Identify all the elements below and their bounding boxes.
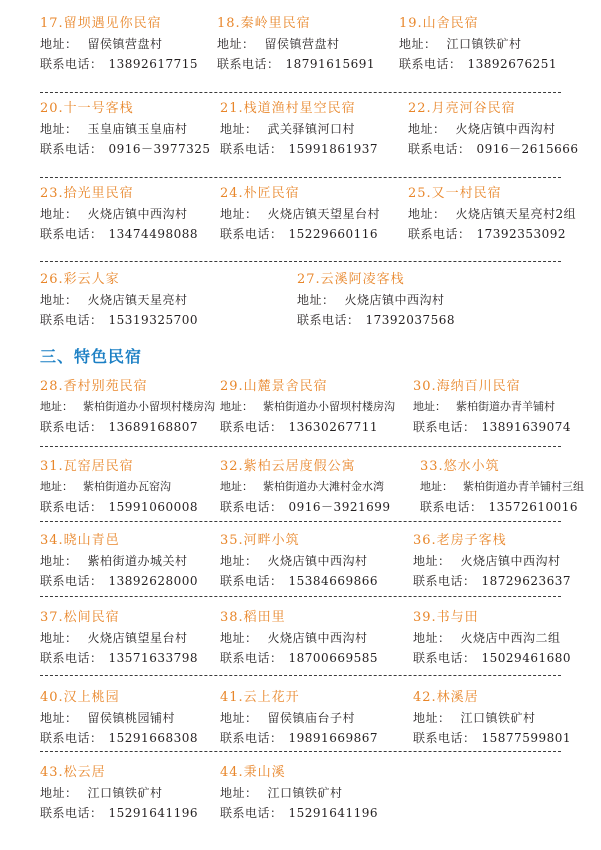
entry-name: 39.书与田 (413, 610, 479, 625)
entry-phone (413, 571, 571, 591)
entry-phone (408, 139, 579, 159)
listing-entry (40, 270, 198, 330)
address-value: 火烧店中西沟二组 (460, 631, 561, 645)
phone-value: 17392037568 (365, 313, 455, 327)
phone-value: 13892617715 (108, 57, 198, 71)
entry-address (40, 628, 198, 648)
phone-value: 13892676251 (467, 57, 557, 71)
entry-phone (220, 139, 378, 159)
phone-label: 联系电话： (220, 227, 283, 241)
entry-name: 42.林溪居 (413, 690, 479, 705)
entry-address (40, 551, 198, 571)
address-label: 地址： (40, 554, 78, 568)
listing-entry (220, 608, 378, 668)
entry-address (40, 397, 215, 417)
address-label: 地址： (220, 554, 258, 568)
phone-label: 联系电话： (40, 57, 103, 71)
phone-label: 联系电话： (413, 731, 476, 745)
entry-phone (408, 224, 576, 244)
entry-phone (40, 803, 198, 823)
entry-address (40, 708, 198, 728)
entry-address (217, 34, 375, 54)
listing-entry (408, 184, 576, 244)
entry-name: 24.朴匠民宿 (220, 186, 300, 201)
address-label: 地址： (220, 122, 258, 136)
entry-phone (297, 310, 455, 330)
phone-value: 13474498088 (108, 227, 198, 241)
phone-label: 联系电话： (220, 731, 283, 745)
address-value: 火烧店镇中西沟村 (267, 631, 368, 645)
phone-label: 联系电话： (413, 574, 476, 588)
listing-entry (413, 608, 571, 668)
section-title: 三、特色民宿 (40, 347, 143, 366)
phone-label: 联系电话： (40, 227, 103, 241)
row-divider (40, 596, 561, 597)
address-value: 紫柏街道办城关村 (87, 554, 188, 568)
listing-entry (40, 608, 198, 668)
entry-address (399, 34, 557, 54)
entry-address (220, 551, 378, 571)
phone-value: 19891669867 (288, 731, 378, 745)
entry-phone (220, 571, 378, 591)
address-value: 紫柏街道办大滩村金水湾 (263, 480, 384, 493)
listing-entry (399, 14, 557, 74)
listing-entry (220, 457, 391, 517)
address-label: 地址： (220, 207, 258, 221)
address-label: 地址： (40, 293, 78, 307)
entry-address (40, 34, 198, 54)
entry-name: 30.海纳百川民宿 (413, 379, 521, 394)
listing-entry (217, 14, 375, 74)
phone-value: 15877599801 (481, 731, 571, 745)
entry-address (220, 708, 378, 728)
phone-value: 17392353092 (476, 227, 566, 241)
phone-value: 15991861937 (288, 142, 378, 156)
address-label: 地址： (217, 37, 255, 51)
address-label: 地址： (40, 400, 73, 413)
entry-address (220, 477, 391, 497)
listing-entry (40, 184, 198, 244)
address-value: 玉皇庙镇玉皇庙村 (87, 122, 188, 136)
address-label: 地址： (40, 207, 78, 221)
entry-name: 44.秉山溪 (220, 765, 286, 780)
address-label: 地址： (413, 711, 451, 725)
address-label: 地址： (220, 631, 258, 645)
listing-entry (413, 377, 571, 437)
phone-value: 13892628000 (108, 574, 198, 588)
phone-label: 联系电话： (420, 500, 483, 514)
entry-name: 25.又一村民宿 (408, 186, 502, 201)
entry-phone (220, 728, 378, 748)
address-value: 紫柏街道办青羊铺村三组 (463, 480, 584, 493)
phone-label: 联系电话： (40, 731, 103, 745)
address-label: 地址： (413, 631, 451, 645)
address-value: 火烧店镇中西沟村 (460, 554, 561, 568)
entry-phone (40, 224, 198, 244)
entry-phone (220, 497, 391, 517)
entry-phone (413, 728, 571, 748)
listing-entry (420, 457, 584, 517)
address-label: 地址： (220, 480, 253, 493)
address-label: 地址： (399, 37, 437, 51)
entry-name: 20.十一号客栈 (40, 101, 134, 116)
entry-name: 18.秦岭里民宿 (217, 16, 311, 31)
address-value: 火烧店镇中西沟村 (267, 554, 368, 568)
entry-phone (220, 417, 395, 437)
row-divider (40, 177, 561, 178)
address-label: 地址： (220, 786, 258, 800)
entry-name: 29.山麓景舍民宿 (220, 379, 328, 394)
phone-value: 18700669585 (288, 651, 378, 665)
address-value: 火烧店镇天星亮村 (87, 293, 188, 307)
address-label: 地址： (220, 711, 258, 725)
entry-address (413, 397, 571, 417)
phone-label: 联系电话： (220, 574, 283, 588)
entry-name: 37.松间民宿 (40, 610, 120, 625)
phone-label: 联系电话： (217, 57, 280, 71)
phone-value: 13891639074 (481, 420, 571, 434)
entry-name: 27.云溪阿凌客栈 (297, 272, 405, 287)
phone-value: 13572610016 (488, 500, 578, 514)
entry-phone (40, 497, 198, 517)
entry-phone (40, 139, 211, 159)
phone-label: 联系电话： (408, 227, 471, 241)
address-label: 地址： (40, 37, 78, 51)
row-divider (40, 92, 561, 93)
entry-phone (413, 648, 571, 668)
address-value: 留侯镇营盘村 (264, 37, 340, 51)
address-value: 留侯镇桃园铺村 (87, 711, 176, 725)
entry-name: 22.月亮河谷民宿 (408, 101, 516, 116)
phone-value: 15319325700 (108, 313, 198, 327)
row-divider (40, 521, 561, 522)
entry-phone (40, 310, 198, 330)
phone-label: 联系电话： (220, 420, 283, 434)
phone-value: 15029461680 (481, 651, 571, 665)
entry-phone (220, 648, 378, 668)
address-label: 地址： (413, 400, 446, 413)
listing-entry (40, 14, 198, 74)
row-divider (40, 261, 561, 262)
entry-name: 31.瓦窑居民宿 (40, 459, 134, 474)
address-label: 地址： (297, 293, 335, 307)
phone-label: 联系电话： (220, 651, 283, 665)
address-value: 火烧店镇中西沟村 (455, 122, 556, 136)
entry-address (40, 783, 198, 803)
listing-entry (220, 688, 378, 748)
address-value: 紫柏街道办青羊铺村 (456, 400, 555, 413)
address-value: 江口镇铁矿村 (87, 786, 163, 800)
entry-name: 28.香村别苑民宿 (40, 379, 148, 394)
address-value: 紫柏街道办小留坝村楼房沟 (263, 400, 395, 413)
listing-entry (297, 270, 455, 330)
entry-phone (40, 417, 215, 437)
address-value: 武关驿镇河口村 (267, 122, 356, 136)
phone-label: 联系电话： (40, 651, 103, 665)
phone-label: 联系电话： (220, 500, 283, 514)
entry-address (408, 204, 576, 224)
entry-name: 34.晓山青邑 (40, 533, 120, 548)
listing-entry (220, 99, 378, 159)
phone-value: 18791615691 (285, 57, 375, 71)
listing-entry (413, 688, 571, 748)
phone-label: 联系电话： (220, 806, 283, 820)
entry-name: 19.山舍民宿 (399, 16, 479, 31)
entry-name: 17.留坝遇见你民宿 (40, 16, 162, 31)
address-label: 地址： (408, 122, 446, 136)
entry-phone (413, 417, 571, 437)
phone-value: 18729623637 (481, 574, 571, 588)
listing-entry (408, 99, 579, 159)
phone-value: 15291641196 (288, 806, 378, 820)
address-value: 火烧店镇天星亮村2组 (455, 207, 577, 221)
address-label: 地址： (40, 122, 78, 136)
entry-name: 33.悠水小筑 (420, 459, 500, 474)
listing-entry (40, 531, 198, 591)
phone-value: 15229660116 (288, 227, 378, 241)
entry-address (420, 477, 584, 497)
phone-label: 联系电话： (40, 313, 103, 327)
address-value: 火烧店镇中西沟村 (87, 207, 188, 221)
phone-value: 13689168807 (108, 420, 198, 434)
address-label: 地址： (413, 554, 451, 568)
phone-label: 联系电话： (40, 574, 103, 588)
address-label: 地址： (420, 480, 453, 493)
phone-value: 0916－3921699 (288, 500, 391, 514)
phone-label: 联系电话： (40, 142, 103, 156)
phone-value: 13571633798 (108, 651, 198, 665)
entry-name: 26.彩云人家 (40, 272, 120, 287)
entry-name: 23.拾光里民宿 (40, 186, 134, 201)
address-label: 地址： (408, 207, 446, 221)
phone-value: 15991060008 (108, 500, 198, 514)
listing-entry (40, 688, 198, 748)
address-label: 地址： (220, 400, 253, 413)
row-divider (40, 446, 561, 447)
listing-entry (220, 184, 380, 244)
listing-entry (413, 531, 571, 591)
entry-phone (420, 497, 584, 517)
entry-address (220, 783, 378, 803)
address-value: 江口镇铁矿村 (446, 37, 522, 51)
address-value: 紫柏街道办瓦窑沟 (83, 480, 171, 493)
listing-entry (40, 763, 198, 823)
phone-value: 15291668308 (108, 731, 198, 745)
phone-label: 联系电话： (40, 806, 103, 820)
entry-address (220, 628, 378, 648)
entry-address (220, 204, 380, 224)
address-value: 紫柏街道办小留坝村楼房沟 (83, 400, 215, 413)
entry-address (413, 551, 571, 571)
phone-label: 联系电话： (413, 420, 476, 434)
entry-name: 40.汉上桃园 (40, 690, 120, 705)
entry-address (40, 204, 198, 224)
address-value: 火烧店镇中西沟村 (344, 293, 445, 307)
entry-address (40, 119, 211, 139)
entry-phone (220, 224, 380, 244)
address-value: 留侯镇营盘村 (87, 37, 163, 51)
entry-address (40, 477, 198, 497)
listing-entry (40, 377, 215, 437)
entry-address (413, 708, 571, 728)
phone-label: 联系电话： (297, 313, 360, 327)
entry-phone (217, 54, 375, 74)
address-value: 火烧店镇望星台村 (87, 631, 188, 645)
address-label: 地址： (40, 711, 78, 725)
entry-address (408, 119, 579, 139)
address-label: 地址： (40, 786, 78, 800)
address-label: 地址： (40, 631, 78, 645)
phone-label: 联系电话： (399, 57, 462, 71)
entry-phone (40, 728, 198, 748)
phone-label: 联系电话： (40, 500, 103, 514)
phone-value: 0916－3977325 (108, 142, 211, 156)
address-value: 留侯镇庙台子村 (267, 711, 356, 725)
row-divider (40, 675, 561, 676)
listing-entry (40, 457, 198, 517)
row-divider (40, 751, 561, 752)
entry-name: 21.栈道渔村星空民宿 (220, 101, 356, 116)
listing-entry (220, 377, 395, 437)
entry-phone (40, 571, 198, 591)
entry-address (220, 397, 395, 417)
address-value: 江口镇铁矿村 (267, 786, 343, 800)
entry-name: 41.云上花开 (220, 690, 300, 705)
listing-entry (220, 763, 378, 823)
entry-address (220, 119, 378, 139)
phone-value: 13630267711 (288, 420, 378, 434)
entry-phone (40, 54, 198, 74)
entry-address (40, 290, 198, 310)
entry-name: 38.稻田里 (220, 610, 286, 625)
entry-phone (399, 54, 557, 74)
phone-value: 15291641196 (108, 806, 198, 820)
listing-entry (220, 531, 378, 591)
address-value: 火烧店镇天望星台村 (267, 207, 381, 221)
entry-phone (220, 803, 378, 823)
phone-value: 15384669866 (288, 574, 378, 588)
entry-address (297, 290, 455, 310)
entry-phone (40, 648, 198, 668)
phone-value: 0916－2615666 (476, 142, 579, 156)
listing-entry (40, 99, 211, 159)
address-label: 地址： (40, 480, 73, 493)
entry-address (413, 628, 571, 648)
entry-name: 36.老房子客栈 (413, 533, 507, 548)
address-value: 江口镇铁矿村 (460, 711, 536, 725)
phone-label: 联系电话： (413, 651, 476, 665)
entry-name: 32.紫柏云居度假公寓 (220, 459, 356, 474)
phone-label: 联系电话： (220, 142, 283, 156)
phone-label: 联系电话： (408, 142, 471, 156)
entry-name: 43.松云居 (40, 765, 106, 780)
phone-label: 联系电话： (40, 420, 103, 434)
entry-name: 35.河畔小筑 (220, 533, 300, 548)
